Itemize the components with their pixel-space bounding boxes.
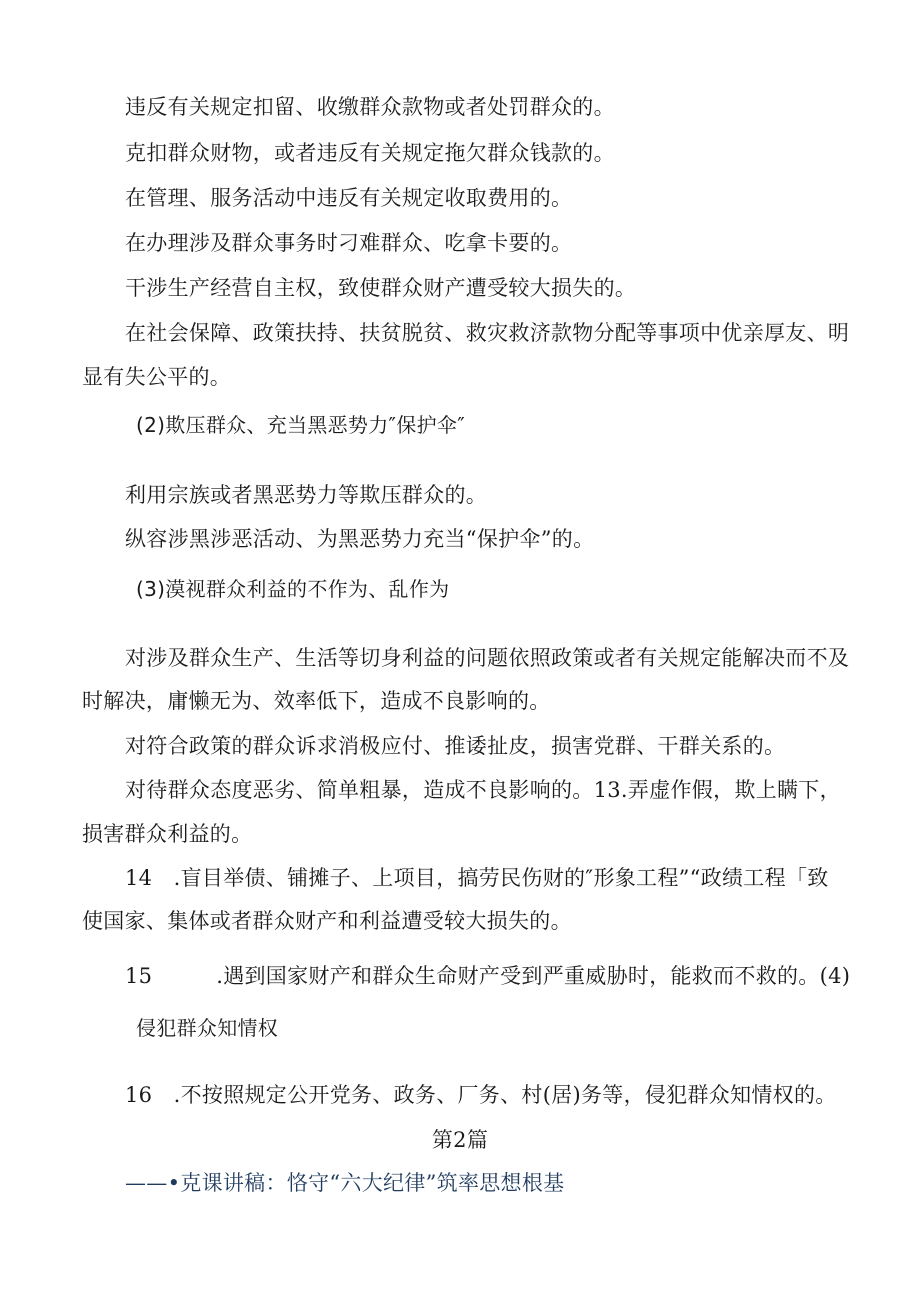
section-heading: 侵犯群众知情权: [136, 1016, 279, 1040]
paragraph-line: 纵容涉黑涉恶活动、为黑恶势力充当“保护伞”的。: [125, 527, 595, 551]
paragraph-line: 克扣群众财物，或者违反有关规定拖欠群众钱款的。: [125, 141, 615, 165]
paragraph-line: 在办理涉及群众事务时刁难群众、吃拿卡要的。: [125, 231, 573, 255]
paragraph-line: 时解决，庸懒无为、效率低下，造成不良影响的。: [82, 689, 551, 713]
chapter-title: 第2篇: [431, 1128, 489, 1152]
section-heading: (3)漠视群众利益的不作为、乱作为: [136, 577, 450, 601]
numbered-item: 14 .盲目举债、铺摊子、上项目，搞劳民伤财的″形象工程”“政绩工程「致: [125, 866, 829, 890]
paragraph-line: 对符合政策的群众诉求消极应付、推诿扯皮，损害党群、干群关系的。: [125, 734, 786, 758]
section-heading: (2)欺压群众、充当黑恶势力″保护伞″: [136, 413, 465, 437]
paragraph-line: 在管理、服务活动中违反有关规定收取费用的。: [125, 186, 573, 210]
numbered-item: 16 .不按照规定公开党务、政务、厂务、村(居)务等，侵犯群众知情权的。: [125, 1083, 837, 1107]
numbered-item: 15 .遇到国家财产和群众生命财产受到严重威胁时，能救而不救的。(4): [125, 964, 851, 988]
paragraph-line: 损害群众利益的。: [82, 822, 253, 846]
paragraph-line: 干涉生产经营自主权，致使群众财产遭受较大损失的。: [125, 276, 637, 300]
paragraph-line: 对待群众态度恶劣、简单粗暴，造成不良影响的。13.弄虚作假，欺上瞒下，: [125, 778, 841, 802]
chapter-subtitle: ——•克课讲稿：恪守“六大纪律”筑率思想根基: [125, 1171, 565, 1195]
paragraph-line: 违反有关规定扣留、收缴群众款物或者处罚群众的。: [125, 95, 615, 119]
paragraph-line: 使国家、集体或者群众财产和利益遭受较大损失的。: [82, 909, 572, 933]
paragraph-line: 利用宗族或者黑恶势力等欺压群众的。: [125, 483, 488, 507]
paragraph-line: 对涉及群众生产、生活等切身利益的问题依照政策或者有关规定能解决而不及: [125, 646, 850, 670]
paragraph-line: 显有失公平的。: [82, 365, 232, 389]
paragraph-line: 在社会保障、政策扶持、扶贫脱贫、救灾救济款物分配等事项中优亲厚友、明: [125, 321, 850, 345]
